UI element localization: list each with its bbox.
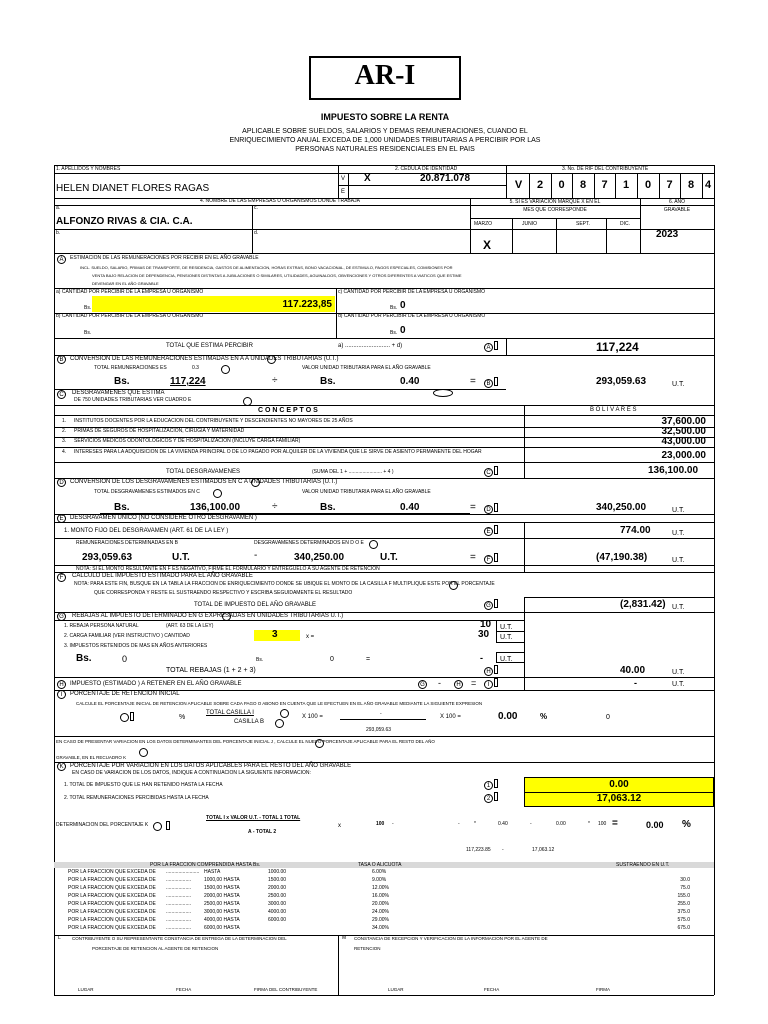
determination-label: DETERMINACION DEL PORCENTAJE K: [56, 822, 149, 828]
ref-i-box: [494, 678, 498, 687]
section-f-unit: U.T.: [672, 604, 685, 611]
section-a-incl-1: INCL. SUELDO, SALARIO, PRIMAS DE TRANSPORTE, DE RESIDENCIA, GASTOS DE ALIMENTACION, HORAS EXTRAS, BONO VACACIONAL, DE ESTIMULO, PAGOS ESPECIALES, COMISIONES POR: [80, 265, 453, 270]
rate-dots: ..................: [166, 901, 192, 907]
footer-l-text-1: CONTRIBUYENTE O SU REPRESENTANTE CONSTANCIA DE ENTREGA DE LA DETERMINACION DEL: [72, 936, 287, 941]
section-e-eq: =: [470, 552, 476, 563]
variation-j-circle: [315, 739, 324, 748]
section-e-unit-2: U.T.: [672, 557, 685, 564]
ref-a-box: [494, 341, 498, 350]
rate-dots: ..................: [166, 893, 192, 899]
employer-a-name[interactable]: ALFONZO RIVAS & CIA. C.A.: [56, 216, 193, 227]
rif-char-box[interactable]: 0: [644, 179, 652, 191]
section-i-sub: CALCULE EL PORCENTAJE INICIAL DE RETENCION APLICABLE SOBRE CADA PAGO O ABONO EN CUENTA QUE LE EFECTUEN EN EL AÑO GRAVABLE MEDIANTE LA SIGUIENTE EXPRESION: [76, 701, 483, 706]
section-k-row-1: 1. TOTAL DE IMPUESTO QUE LE HAN RETENIDO HASTA LA FECHA: [64, 782, 223, 788]
month-mark[interactable]: X: [483, 238, 492, 252]
footer-l-text-2: PORCENTAJE DE RETENCION AL AGENTE DE RETENCION: [92, 946, 219, 951]
section-i-title: PORCENTAJE DE RETENCION INICIAL: [70, 691, 180, 697]
rate-percent: 9.00%: [372, 877, 387, 883]
section-e-sub-left: REMUNERACIONES DETERMINADAS EN B: [76, 540, 178, 546]
month-marzo: MARZO: [474, 221, 493, 227]
section-i-marker: I: [57, 690, 66, 699]
section-e-line-1: 1. MONTO FIJO DEL DESGRAVAMEN (ART. 61 DE LA LEY ): [64, 528, 229, 534]
section-i-den-circle: [275, 719, 284, 728]
section-e-title: DESGRAVAMEN UNICO (NO CONSIDERE OTRO DESGRAVAMEN ): [70, 515, 257, 521]
determination-circle: [153, 822, 162, 831]
cedula-number[interactable]: 20.871.078: [420, 173, 471, 184]
footer-lugar-2: LUGAR: [388, 987, 404, 992]
k-d-minus: -: [502, 847, 504, 853]
section-k-row-2-value[interactable]: 17,063.12: [596, 793, 642, 804]
tax-year[interactable]: 2023: [656, 229, 679, 240]
rate-subtrahend: 375.0: [677, 909, 690, 915]
total-a-formula: a) ........................... + d): [338, 343, 403, 349]
section-d-bs1: Bs.: [114, 502, 130, 513]
section-b-marker: B: [57, 355, 66, 364]
taxpayer-name[interactable]: HELEN DIANET FLORES RAGAS: [56, 183, 210, 194]
rate-from-label: POR LA FRACCION QUE EXCEDA DE: [68, 917, 156, 923]
variation-label-2: MES QUE CORRESPONDE: [523, 207, 587, 213]
ref-i-marker: I: [484, 680, 493, 689]
bolivares-header: B O L I V A R E S: [590, 407, 637, 413]
section-h-unit: U.T.: [672, 681, 685, 688]
ref-g-box: [494, 599, 498, 608]
section-h-title: IMPUESTO (ESTIMADO ) A RETENER EN EL AÑO GRAVABLE: [70, 681, 242, 687]
name-label: 1. APELLIDOS Y NOMBRES: [56, 166, 121, 172]
rate-percent: 34.00%: [372, 925, 389, 931]
amount-c-value[interactable]: 0: [400, 300, 406, 311]
ref-c-box: [494, 466, 498, 475]
rate-from-value: 2000,00 HASTA: [204, 893, 240, 899]
deduction-label: INTERESES PARA LA ADQUISICION DE LA VIVIENDA PRINCIPAL O DE LO PAGADO POR ALQUILER DE LA VIVIENDA QUE LE SIRVE DE ASIENTO PERMANENTE DEL HOGAR: [74, 449, 482, 455]
rate-percent: 16.00%: [372, 893, 389, 899]
rate-from-value: 6000,00 HASTA: [204, 925, 240, 931]
formula-g-marker: G: [418, 680, 427, 689]
employer-a-label: a.: [56, 205, 61, 211]
rate-from-label: POR LA FRACCION QUE EXCEDA DE: [68, 909, 156, 915]
section-h-value[interactable]: -: [634, 678, 637, 688]
rif-char-box[interactable]: 7: [601, 179, 608, 191]
rif-char-box[interactable]: 2: [536, 179, 544, 191]
section-e-minus: -: [254, 550, 258, 561]
amount-c-bs: Bs.: [390, 305, 398, 311]
rate-from-label: POR LA FRACCION QUE EXCEDA DE: [68, 893, 156, 899]
rate-to-value: 2500.00: [268, 893, 287, 899]
section-a-title: ESTIMACION DE LAS REMUNERACIONES POR RECIBIR EN EL AÑO GRAVABLE: [70, 255, 259, 261]
rate-percent: 24.00%: [372, 909, 389, 915]
rate-percent: 29.00%: [372, 917, 389, 923]
rebaja-1-value[interactable]: 10: [480, 619, 492, 630]
rate-from-label: POR LA FRACCION QUE EXCEDA DE: [68, 885, 156, 891]
ref-k1-marker: 1: [484, 781, 493, 790]
section-e-sub-circle: [369, 540, 378, 549]
deduction-number: 3.: [62, 438, 67, 444]
section-d-inline-circle: [251, 478, 260, 487]
section-i-result-box: [130, 712, 134, 721]
section-b-div: ÷: [272, 375, 278, 386]
total-rebajas-value[interactable]: 40.00: [620, 665, 646, 676]
section-b-bs2: Bs.: [320, 376, 336, 387]
rate-dots: ..................: [166, 917, 192, 923]
section-b-result[interactable]: 293,059.63: [596, 376, 647, 387]
employer-b-label: b.: [56, 230, 61, 236]
section-i-pct-2: %: [540, 712, 548, 721]
section-i-num-circle: [280, 709, 289, 718]
section-d-amount[interactable]: 136,100.00: [190, 502, 241, 513]
amount-b-bs: Bs.: [84, 330, 92, 336]
footer-lugar: LUGAR: [78, 987, 94, 992]
total-a-value[interactable]: 117,224: [596, 340, 639, 354]
rif-char-box[interactable]: 8: [687, 179, 695, 191]
rate-dots: ..................: [166, 925, 192, 931]
section-i-zero: 0: [606, 714, 610, 721]
amount-b-label: b) CANTIDAD POR PERCIBIR DE LA EMPRESA U ORGANISMO: [56, 313, 204, 319]
rebaja-1-article: (ART. 63 DE LA LEY): [166, 623, 214, 629]
rate-from-label: POR LA FRACCION QUE EXCEDA DE: [68, 877, 156, 883]
subtitle-line-2: ENRIQUECIMIENTO ANUAL EXCEDA DE 1,000 UNIDADES TRIBUTARIAS A PERCIBIR POR LAS: [229, 137, 541, 144]
deduction-value[interactable]: 23,000.00: [661, 450, 706, 461]
k-formula-000: 0.00: [556, 821, 566, 827]
section-d-div: ÷: [272, 501, 278, 512]
section-f-marker: F: [57, 573, 66, 582]
section-c-total-value[interactable]: 136,100.00: [648, 465, 699, 476]
employers-label: 4. NOMBRE DE LAS EMPRESAS U ORGANISMOS DONDE TRABAJA: [200, 198, 360, 204]
footer-l-letter: L: [58, 935, 61, 941]
k-formula-100: 100: [376, 821, 385, 827]
footer-m-text-1: CONSTANCIA DE RECEPCION Y VERIFICACION DE LA INFORMACION POR EL AGENTE DE: [354, 936, 548, 941]
k-formula-eq: =: [612, 818, 618, 829]
variation-k-circle-top: [139, 748, 148, 757]
total-a-label: TOTAL QUE ESTIMA PERCIBIR: [166, 343, 253, 349]
rif-char-box[interactable]: V: [514, 179, 523, 191]
rif-char-box[interactable]: 7: [666, 179, 673, 191]
rebaja-eq: =: [366, 656, 371, 663]
ref-f-marker: F: [484, 555, 493, 564]
cedula-v-label: V: [341, 176, 346, 182]
form-title: IMPUESTO SOBRE LA RENTA: [320, 112, 450, 122]
formula-eq: =: [471, 678, 477, 688]
rebaja-bs-2: Bs.: [256, 657, 264, 663]
rebaja-3-dash: -: [480, 653, 483, 663]
section-f-note-circle: [449, 581, 458, 590]
formula-h-marker: H: [454, 680, 463, 689]
section-b-title: CONVERSION DE LAS REMUNERACIONES ESTIMADAS EN A A UNIDADES TRIBUTARIAS (U.T.): [70, 356, 339, 362]
k-formula-den: A - TOTAL 2: [248, 829, 277, 835]
k-formula-num: TOTAL I x VALOR U.T. - TOTAL 1 TOTAL: [206, 815, 301, 821]
section-d-sub-circle: [213, 489, 222, 498]
ref-h-marker: H: [484, 667, 493, 676]
rate-percent: 12.00%: [372, 885, 389, 891]
rebaja-2-unit: U.T.: [500, 634, 513, 641]
section-b-sub-left: TOTAL REMUNERACIONES ES: [94, 365, 167, 371]
rate-subtrahend: 255.0: [677, 901, 690, 907]
section-b-ut-value[interactable]: 0.40: [400, 376, 420, 387]
amount-c-label: c) CANTIDAD POR PERCIBIR DE LA EMPRESA U ORGANISMO: [338, 289, 485, 295]
footer-firma: FIRMA: [596, 987, 610, 992]
section-f-title: CALCULO DEL IMPUESTO ESTIMADO PARA EL AÑO GRAVABLE: [72, 573, 253, 579]
rate-to-value: 2000.00: [268, 885, 287, 891]
rate-from-label: POR LA FRACCION QUE EXCEDA DE: [68, 869, 156, 875]
section-b-inline-circle: [267, 355, 276, 364]
section-b-sub-right: VALOR UNIDAD TRIBUTARIA PARA EL AÑO GRAVABLE: [302, 365, 431, 371]
year-label-2: GRAVABLE: [663, 207, 691, 213]
rebaja-bs: Bs.: [76, 653, 92, 664]
subtitle-line-3: PERSONAS NATURALES RESIDENCIALES EN EL PAIS: [295, 146, 475, 153]
rate-header-2: TASA O ALICUOTA: [358, 862, 402, 868]
section-i-den: CASILLA B: [234, 719, 265, 725]
rate-from-label: POR LA FRACCION QUE EXCEDA DE: [68, 925, 156, 931]
k-formula-pct: %: [682, 819, 691, 830]
deduction-label: PRIMAS DE SEGUROS DE HOSPITALIZACION, CIRUGIA Y MATERNIDAD: [74, 428, 245, 434]
deduction-number: 1.: [62, 418, 67, 424]
section-c-title-2: DE 750 UNIDADES TRIBUTARIAS VER CUADRO E: [74, 397, 192, 403]
section-e-sub-right: DESGRAVAMENES DETERMINADOS EN D O E: [254, 540, 364, 546]
section-e-result[interactable]: (47,190.38): [596, 552, 648, 563]
form-code: AR-I: [354, 60, 416, 91]
rif-char-box[interactable]: 8: [579, 179, 587, 191]
month-dic: DIC.: [620, 221, 630, 227]
footer-fecha-2: FECHA: [484, 987, 500, 992]
section-c-marker: C: [57, 390, 66, 399]
ref-g-marker: G: [484, 601, 493, 610]
rate-from-label: POR LA FRACCION QUE EXCEDA DE: [68, 901, 156, 907]
deduction-number: 4.: [62, 449, 67, 455]
section-c-title: DESGRAVAMENES QUE ESTIMA: [72, 390, 165, 396]
rebaja-2-x: x =: [306, 634, 315, 640]
section-i-pct: %: [179, 714, 186, 721]
employer-c-label: c.: [254, 205, 258, 211]
amount-a-label: a) CANTIDAD POR PERCIBIR DE LA EMPRESA U ORGANISMO: [56, 289, 204, 295]
section-d-unit: U.T.: [672, 507, 685, 514]
footer-m-text-2: RETENCION: [354, 946, 381, 951]
section-h-marker: H: [57, 680, 66, 689]
ref-e-box: [494, 525, 498, 534]
rate-from-value: 3000,00 HASTA: [204, 909, 240, 915]
deduction-value[interactable]: 32,500.00: [661, 426, 706, 437]
section-d-title: CONVERSION DE LOS DESGRAVAMENES ESTIMADOS EN C A UNIDADES TRIBUTARIAS (U.T.): [70, 479, 338, 485]
rate-header-3: SUSTRAENDO EN U.T.: [616, 862, 670, 868]
ref-d-marker: D: [484, 505, 493, 514]
section-b-oval: [433, 389, 453, 397]
footer-fecha: FECHA: [176, 987, 192, 992]
section-d-result[interactable]: 340,250.00: [596, 502, 647, 513]
section-b-sub-circle: [221, 365, 230, 374]
ref-k2-box: [494, 792, 498, 801]
k-formula-star: *: [474, 821, 476, 827]
section-b-unit: U.T.: [672, 381, 685, 388]
section-f-total-value[interactable]: (2,831.42): [620, 599, 666, 610]
rif-label: 3. No. DE RIF DEL CONTRIBUYENTE: [562, 166, 649, 172]
ref-d-box: [494, 503, 498, 512]
section-k-marker: K: [57, 762, 66, 771]
section-a-incl-2: VENTA BAJO RELACION DE DEPENDENCIA, PENSIONES DISTINTAS A JUBILACIONES O SIMILARES, UTILIDADES, AGUINALDOS, OBVENCIONES Y OTROS DIFERENTES A VIATICOS QUE ESTIME: [92, 273, 462, 278]
k-formula-a: -: [458, 821, 460, 827]
section-c-total-formula: (SUMA DEL 1 + ........................ + 4 ): [312, 469, 394, 475]
ref-b-box: [494, 377, 498, 386]
rate-subtrahend: 675.0: [677, 925, 690, 931]
section-k-row-1-value[interactable]: 0.00: [609, 779, 629, 790]
k-d1: 117,223.85: [466, 847, 491, 853]
amount-d-bs: Bs.: [390, 330, 398, 336]
section-d-bs2: Bs.: [320, 502, 336, 513]
year-label-1: 6. AÑO: [668, 199, 686, 205]
month-junio: JUNIO: [522, 221, 537, 227]
total-rebajas-label: TOTAL REBAJAS (1 + 2 + 3): [166, 667, 256, 674]
rebaja-2-label: 2. CARGA FAMILIAR (VER INSTRUCTIVO ) CANTIDAD: [64, 633, 190, 639]
rate-dots: ........................: [166, 869, 200, 875]
ref-b-marker: B: [484, 379, 493, 388]
section-k-title: PORCENTAJE POR VARIACION EN LOS DATOS APLICABLES PARA EL RESTO DEL AÑO GRAVABLE: [70, 763, 352, 769]
section-f-note-2: QUE CORRESPONDA Y RESTE EL SUSTRAENDO RESPECTIVO Y ESCRIBA SEGUIDAMENTE EL RESULTADO: [94, 590, 353, 596]
rate-percent: 6.00%: [372, 869, 387, 875]
rebaja-3-box: [496, 652, 524, 663]
rate-subtrahend: 75.0: [680, 885, 690, 891]
amount-a-value[interactable]: 117.223,85: [282, 299, 332, 310]
section-i-result-circle: [120, 713, 129, 722]
section-i-result[interactable]: 0.00: [498, 711, 518, 722]
section-d-sub-left: TOTAL DESGRAVAMENES ESTIMADOS EN C: [94, 489, 200, 495]
rate-to-value: 3000.00: [268, 901, 287, 907]
section-g-title: REBAJAS AL IMPUESTO DETERMINADO EN G EXPRESADAS EN UNIDADES TRIBUTARIAS U.T.): [72, 613, 344, 619]
section-d-eq: =: [470, 502, 476, 513]
deduction-label: SERVICIOS MEDICOS ODONTOLOGICOS Y DE HOSPITALIZACION (INCLUYE CARGA FAMILIAR): [74, 438, 301, 444]
rate-from-value: 1000,00 HASTA: [204, 877, 240, 883]
rebaja-1-unit: U.T.: [500, 624, 513, 631]
section-k-row-2: 2. TOTAL REMUNERACIONES PERCIBIDAS HASTA LA FECHA: [64, 795, 209, 801]
deduction-value[interactable]: 37,600.00: [661, 416, 706, 427]
ref-k1-box: [494, 779, 498, 788]
k-formula-100b: 100: [598, 821, 607, 827]
section-b-sub-mid: 0.3: [192, 365, 199, 371]
deduction-number: 2.: [62, 428, 67, 434]
rate-percent: 20.00%: [372, 901, 389, 907]
k-formula-x: x: [338, 823, 341, 829]
section-e-note: NOTA: SI EL MONTO RESULTANTE EN F ES NEGATIVO, FIRME EL FORMULARIO Y ENTREGUELO A SU AGENTE DE RETENCION: [76, 566, 380, 572]
formula-minus: -: [438, 678, 441, 688]
total-rebajas-unit: U.T.: [672, 669, 685, 676]
section-i-num: TOTAL CASILLA I: [206, 710, 254, 716]
section-b-amount[interactable]: 117,224: [170, 376, 206, 387]
k-formula-040: 0.40: [498, 821, 508, 827]
rate-from-value: HASTA: [204, 869, 221, 875]
section-f-note-1: NOTA: PARA ESTE FIN, BUSQUE EN LA TABLA LA FRACCION DE ENRIQUECIMIENTO DONDE SE UBIQUE EL MONTO DE LA CASILLA F MULTIPLIQUE ESTE POR EL PORCENTAJE: [74, 581, 495, 587]
section-e-unit-1: U.T.: [672, 530, 685, 537]
section-c-total-label: TOTAL DESGRAVAMENES: [166, 469, 241, 475]
ref-k2-marker: 2: [484, 794, 493, 803]
rif-char-box[interactable]: 1: [622, 179, 630, 191]
variation-note-1: EN CASO DE PRESENTAR VARIACION EN LOS DATOS DETERMINANTES DEL PORCENTAJE INICIAL J , CALCULE EL NUEVO PORCENTAJE APLICABLE PARA EL RESTO DEL AÑO: [56, 739, 435, 744]
conceptos-header: C O N C E P T O S: [258, 407, 318, 414]
k-formula-dash-2: -: [530, 821, 532, 827]
section-d-sub-right: VALOR UNIDAD TRIBUTARIA PARA EL AÑO GRAVABLE: [302, 489, 431, 495]
k-formula-result[interactable]: 0.00: [646, 820, 664, 830]
rebaja-3-unit: U.T.: [500, 656, 513, 663]
ref-e-marker: E: [484, 527, 493, 536]
section-k-sub: EN CASO DE VARIACION DE LOS DATOS, INDIQUE A CONTINUACION LA SIGUIENTE INFORMACION:: [72, 770, 311, 776]
ref-a-marker: A: [484, 343, 493, 352]
rate-from-value: 4000,00 HASTA: [204, 917, 240, 923]
variation-note-2: GRAVABLE, EN EL RECUADRO K: [56, 755, 127, 760]
deduction-label: INSTITUTOS DOCENTES POR LA EDUCACION DEL CONTRIBUYENTE Y DESCENDIENTES NO MAYORES DE 25 AÑOS: [74, 418, 353, 424]
section-e-a1[interactable]: 293,059.63: [82, 552, 133, 563]
deduction-value[interactable]: 43,000.00: [661, 436, 706, 447]
rif-char-box[interactable]: 0: [558, 179, 565, 191]
rate-to-value: 4000.00: [268, 909, 287, 915]
section-i-mid-num: -: [380, 711, 382, 717]
section-e-u1: U.T.: [172, 552, 190, 563]
section-i-mid-den: 293,059.63: [366, 727, 392, 733]
amount-d-value[interactable]: 0: [400, 325, 406, 336]
rate-subtrahend: 155.0: [677, 893, 690, 899]
k-formula-dash: -: [392, 821, 394, 827]
k-formula-star-2: *: [588, 821, 590, 827]
section-i-x100: X 100 =: [302, 714, 323, 720]
rate-from-value: 2500,00 HASTA: [204, 901, 240, 907]
section-f-total-label: TOTAL DE IMPUESTO DEL AÑO GRAVABLE: [194, 602, 317, 608]
subtitle-line-1: APLICABLE SOBRE SUELDOS, SALARIOS Y DEMAS REMUNERACIONES, CUANDO EL: [242, 128, 528, 135]
rate-to-value: 1000.00: [268, 869, 287, 875]
month-sept: SEPT.: [576, 221, 590, 227]
employer-d-label: d.: [254, 230, 259, 236]
amount-d-label: d) CANTIDAD POR PERCIBIR DE LA EMPRESA U ORGANISMO: [338, 313, 486, 319]
cedula-e-label: E: [341, 189, 346, 195]
cedula-v-mark[interactable]: X: [364, 173, 371, 184]
section-e-fixed-value[interactable]: 774.00: [620, 525, 651, 536]
section-b-bs1: Bs.: [114, 376, 130, 387]
section-a-incl-3: DEVENGAR EN EL AÑO GRAVABLE: [92, 281, 159, 286]
rate-dots: ..................: [166, 909, 192, 915]
rate-dots: ..................: [166, 885, 192, 891]
determination-box: [166, 821, 170, 830]
section-e-a2[interactable]: 340,250.00: [294, 552, 345, 563]
variation-label-1: 5. SI ES VARIACION MARQUE X EN EL: [509, 199, 601, 205]
section-d-ut-value[interactable]: 0.40: [400, 502, 420, 513]
rebaja-1-label: 1. REBAJA PERSONA NATURAL: [64, 623, 139, 629]
rate-subtrahend: 575.0: [677, 917, 690, 923]
ref-c-marker: C: [484, 468, 493, 477]
rate-to-value: 1500.00: [268, 877, 287, 883]
k-d2: 17,063.12: [532, 847, 555, 853]
footer-m-letter: M: [342, 935, 347, 941]
rate-header-1: POR LA FRACCION COMPRENDIDA HASTA Bs.: [150, 862, 261, 868]
section-g-marker: G: [57, 612, 66, 621]
rate-from-value: 1500,00 HASTA: [204, 885, 240, 891]
rebaja-zero-2: 0: [330, 656, 334, 663]
rate-to-value: 6000.00: [268, 917, 287, 923]
rebaja-3-label: 3. IMPUESTOS RETENIDOS DE MAS EN AÑOS ANTERIORES: [64, 643, 208, 649]
section-b-eq: =: [470, 376, 476, 387]
section-e-marker: E: [57, 514, 66, 523]
section-e-u2: U.T.: [380, 552, 398, 563]
section-d-marker: D: [57, 478, 66, 487]
amount-a-bs: Bs.: [84, 305, 92, 311]
section-i-x100b: X 100 =: [440, 714, 461, 720]
section-a-marker: A: [57, 255, 66, 264]
family-qty[interactable]: 3: [272, 629, 278, 640]
ref-h-box: [494, 665, 498, 674]
rif-char-box[interactable]: 4: [704, 179, 712, 191]
rebaja-bs-value[interactable]: 0: [122, 654, 128, 664]
ref-f-box: [494, 553, 498, 562]
rebaja-2-value[interactable]: 30: [478, 629, 490, 640]
footer-firma-contribuyente: FIRMA DEL CONTRIBUYENTE: [254, 987, 318, 992]
cedula-label: 2. CEDULA DE IDENTIDAD: [395, 166, 458, 172]
rate-subtrahend: 30.0: [680, 877, 690, 883]
rate-dots: ..................: [166, 877, 192, 883]
